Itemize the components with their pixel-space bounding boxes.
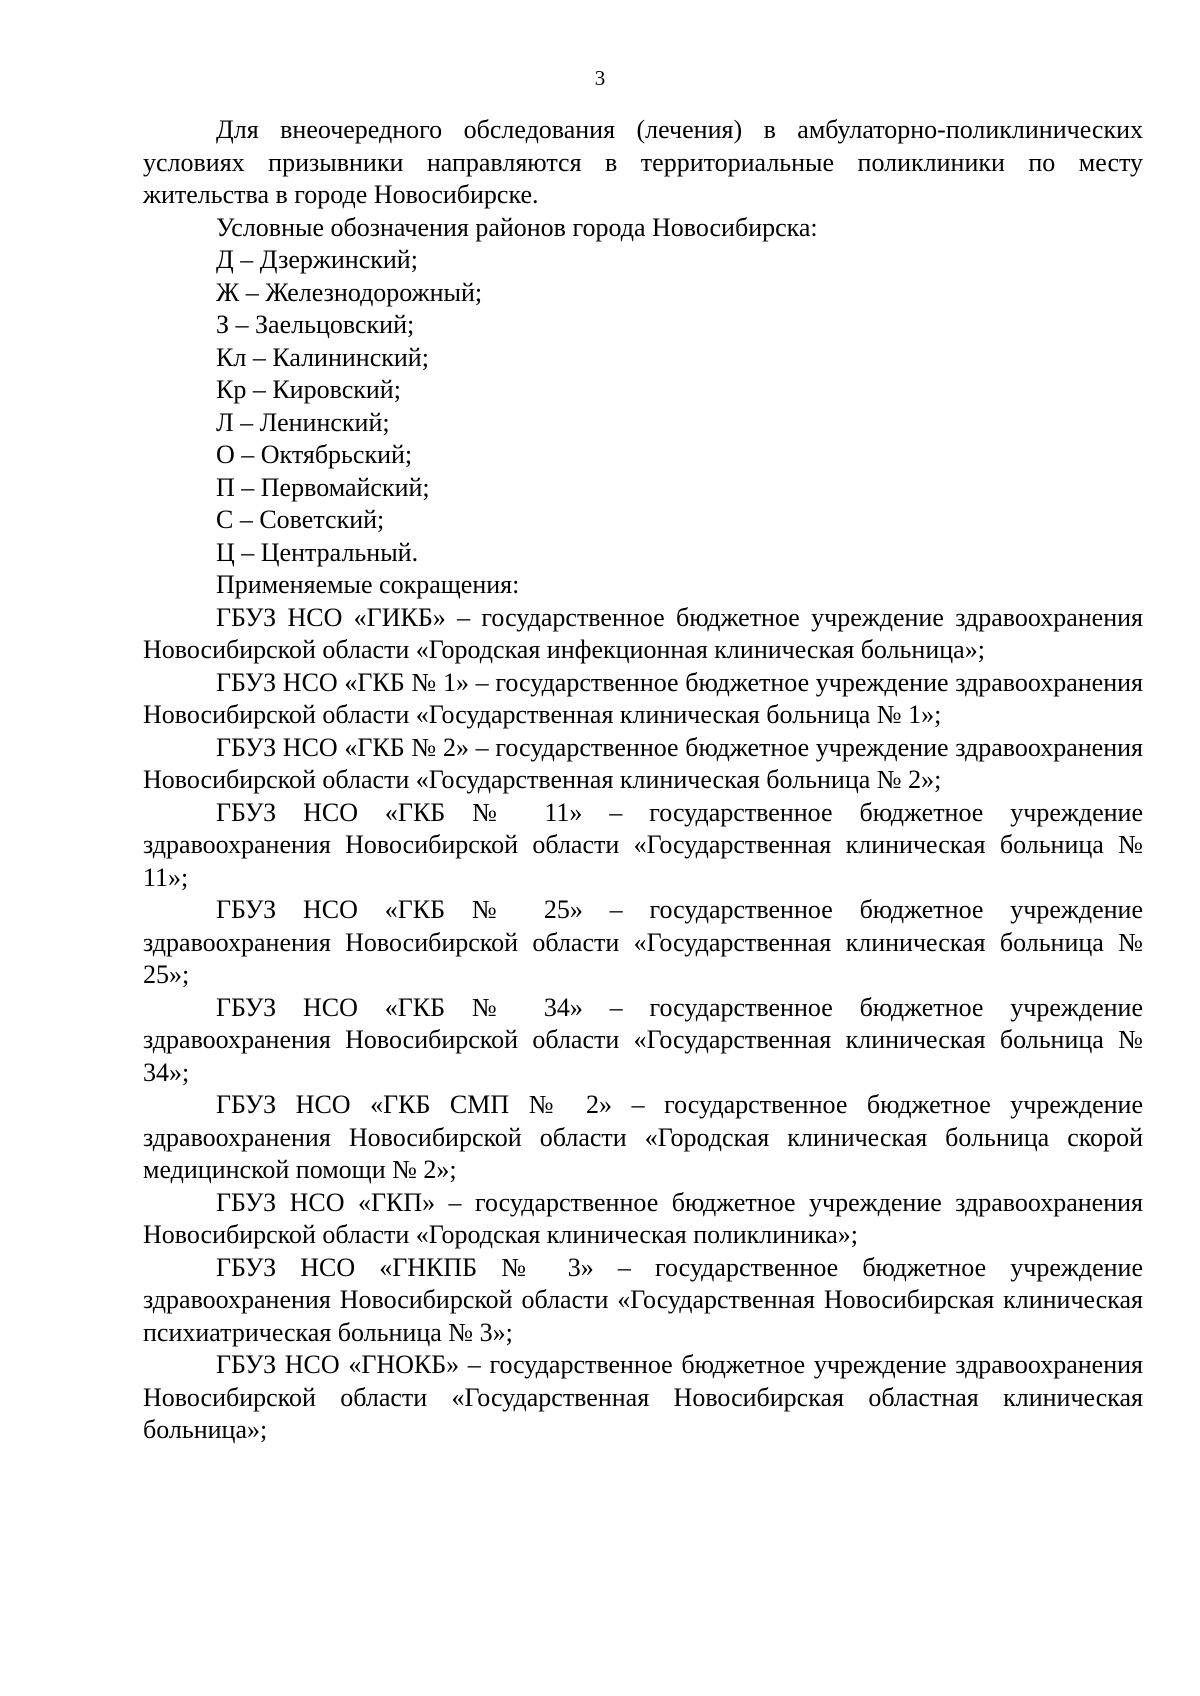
- abbreviation-item: ГБУЗ НСО «ГКП» – государственное бюджетное учреждение здравоохранения Новосибирской области «Городская клиническая поликлиника»;: [143, 1187, 1143, 1249]
- abbreviation-item: ГБУЗ НСО «ГКБ № 34» – государственное бюджетное учреждение здравоохранения Новосибирской области «Государственная клиническая больница № 34»;: [143, 992, 1143, 1087]
- page-number: 3: [594, 66, 606, 90]
- abbreviation-item: ГБУЗ НСО «ГКБ № 2» – государственное бюджетное учреждение здравоохранения Новосибирской области «Государственная клиническая больница № 2»;: [143, 732, 1143, 794]
- abbreviations-heading: Применяемые сокращения:: [216, 570, 520, 599]
- district-item: О – Октябрьский;: [216, 440, 413, 469]
- document-body: [143, 114, 1143, 1447]
- intro-paragraph: Для внеочередного обследования (лечения) в амбулаторно-поликлинических условиях призывники направляются в территориальные поликлиники по месту жительства в городе Новосибирске.: [143, 115, 1143, 209]
- abbreviation-item: ГБУЗ НСО «ГКБ № 1» – государственное бюджетное учреждение здравоохранения Новосибирской области «Государственная клиническая больница № 1»;: [143, 667, 1143, 729]
- district-item: Кл – Калининский;: [216, 342, 429, 372]
- district-item: Л – Ленинский;: [216, 407, 390, 437]
- district-item: С – Советский;: [216, 505, 385, 534]
- district-item: Ж – Железнодорожный;: [216, 277, 483, 307]
- district-item: Д – Дзержинский;: [216, 245, 418, 274]
- abbreviation-item: ГБУЗ НСО «ГНОКБ» – государственное бюджетное учреждение здравоохранения Новосибирской области «Государственная Новосибирская областная клиническая больница»;: [143, 1350, 1143, 1444]
- district-item: П – Первомайский;: [216, 472, 430, 502]
- abbreviation-item: ГБУЗ НСО «ГИКБ» – государственное бюджетное учреждение здравоохранения Новосибирской области «Городская инфекционная клиническая больница»;: [143, 602, 1143, 664]
- abbreviation-item: ГБУЗ НСО «ГКБ СМП № 2» – государственное бюджетное учреждение здравоохранения Новосибирской области «Городская клиническая больница скорой медицинской помощи № 2»;: [143, 1090, 1143, 1184]
- district-item: Кр – Кировский;: [216, 375, 401, 404]
- abbreviation-item: ГБУЗ НСО «ГНКПБ № 3» – государственное бюджетное учреждение здравоохранения Новосибирской области «Государственная Новосибирская клиническая психиатрическая больница № 3»;: [143, 1252, 1143, 1347]
- district-item: З – Заельцовский;: [216, 310, 415, 339]
- districts-heading: Условные обозначения районов города Новосибирска:: [216, 212, 818, 242]
- abbreviation-item: ГБУЗ НСО «ГКБ № 11» – государственное бюджетное учреждение здравоохранения Новосибирской области «Государственная клиническая больница № 11»;: [143, 797, 1143, 892]
- abbreviation-item: ГБУЗ НСО «ГКБ № 25» – государственное бюджетное учреждение здравоохранения Новосибирской области «Государственная клиническая больница № 25»;: [143, 895, 1143, 989]
- district-item: Ц – Центральный.: [216, 537, 419, 567]
